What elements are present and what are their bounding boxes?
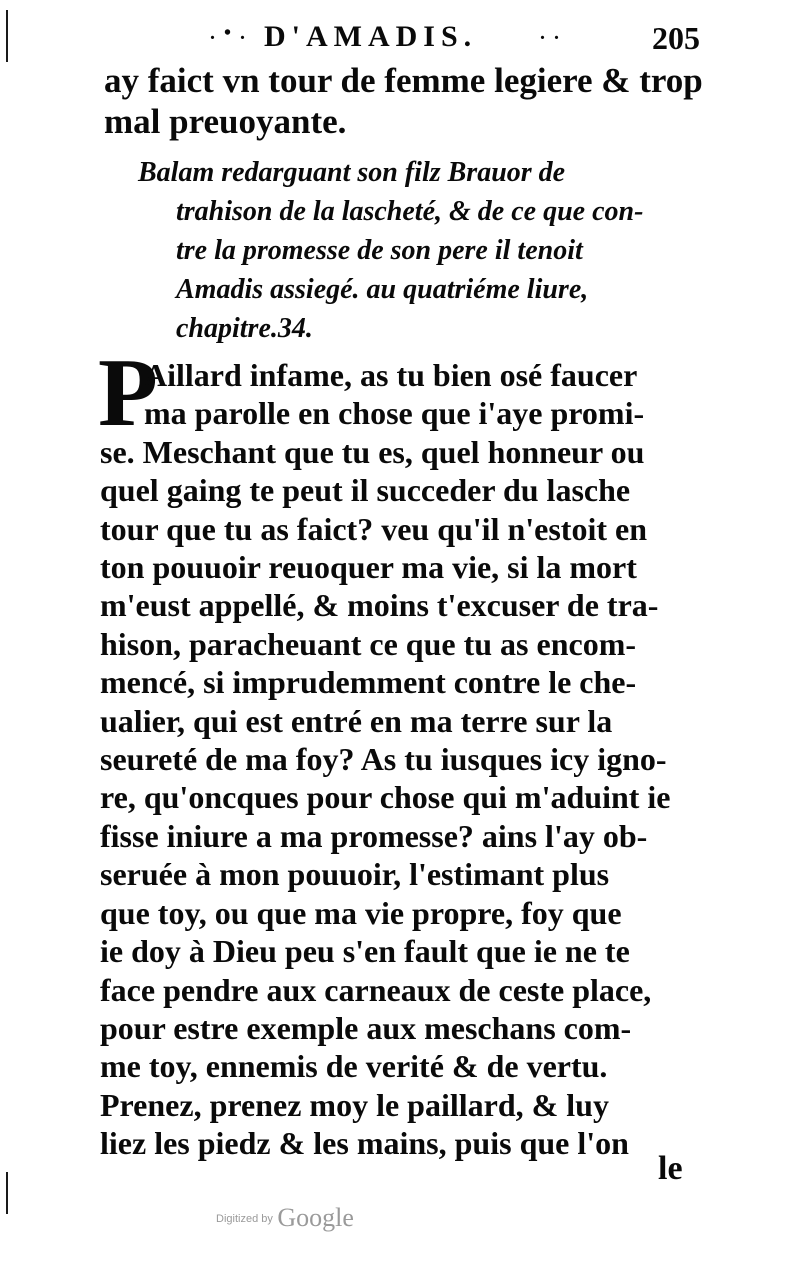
text-line: seureté de ma foy? As tu iusques icy igno- bbox=[100, 741, 667, 778]
text-line: ie doy à Dieu peu s'en fault que ie ne te bbox=[100, 933, 630, 970]
catchword: le bbox=[658, 1150, 683, 1187]
text-line: quel gaing te peut il succeder du lasche bbox=[100, 472, 631, 509]
header-ornament-left: . • . bbox=[210, 22, 248, 44]
digitized-prefix: Digitized by bbox=[216, 1213, 273, 1225]
scan-edge-mark-bottom bbox=[6, 1172, 8, 1214]
page-number: 205 bbox=[652, 20, 700, 56]
chapter-summary bbox=[138, 153, 658, 348]
summary-line: Amadis assiegé. au quatriéme liure, bbox=[176, 274, 589, 305]
text-line: me toy, ennemis de verité & de vertu. bbox=[100, 1048, 608, 1085]
text-line: se. Meschant que tu es, quel honneur ou bbox=[100, 433, 645, 470]
running-title: D'AMADIS. bbox=[264, 20, 478, 53]
text-line: ualier, qui est entré en ma terre sur la bbox=[100, 702, 613, 739]
scan-edge-mark-top bbox=[6, 10, 8, 62]
digitized-by-watermark bbox=[216, 1203, 354, 1237]
text-line: que toy, ou que ma vie propre, foy que bbox=[100, 894, 622, 931]
summary-line: Balam redarguant son filz Brauor de bbox=[138, 157, 566, 188]
text-line: ay faict vn tour de femme legiere & trop bbox=[104, 61, 703, 100]
text-line: mal preuoyante. bbox=[104, 102, 347, 141]
text-line: face pendre aux carneaux de ceste place, bbox=[100, 971, 652, 1008]
text-line: Aillard infame, as tu bien osé faucer bbox=[144, 357, 638, 393]
text-line: pour estre exemple aux meschans com- bbox=[100, 1009, 632, 1046]
google-logo: Google bbox=[277, 1203, 354, 1232]
continued-text bbox=[104, 60, 704, 142]
summary-line: chapitre.34. bbox=[176, 313, 313, 344]
text-line: hison, paracheuant ce que tu as encom- bbox=[100, 625, 637, 662]
text-line: re, qu'oncques pour chose qui m'aduint ie bbox=[100, 779, 671, 816]
page-header bbox=[210, 20, 700, 60]
text-line: Prenez, prenez moy le paillard, & luy bbox=[100, 1086, 609, 1123]
text-line: fisse iniure a ma promesse? ains l'ay ob- bbox=[100, 817, 648, 854]
summary-line: trahison de la lascheté, & de ce que con- bbox=[176, 196, 644, 227]
text-line: tour que tu as faict? veu qu'il n'estoit en bbox=[100, 510, 647, 547]
summary-line: tre la promesse de son pere il tenoit bbox=[176, 235, 583, 266]
text-line: mencé, si imprudemment contre le che- bbox=[100, 664, 637, 701]
text-line: liez les piedz & les mains, puis que l'on bbox=[100, 1125, 629, 1162]
text-line: seruée à mon pouuoir, l'estimant plus bbox=[100, 856, 610, 893]
drop-cap: P bbox=[98, 339, 158, 447]
header-ornament-right: . . bbox=[540, 22, 561, 44]
text-line: ton pouuoir reuoquer ma vie, si la mort bbox=[100, 549, 637, 586]
text-line: ma parolle en chose que i'aye promi- bbox=[144, 395, 645, 432]
body-paragraph bbox=[100, 356, 700, 1163]
text-line: m'eust appellé, & moins t'excuser de tra- bbox=[100, 587, 659, 624]
